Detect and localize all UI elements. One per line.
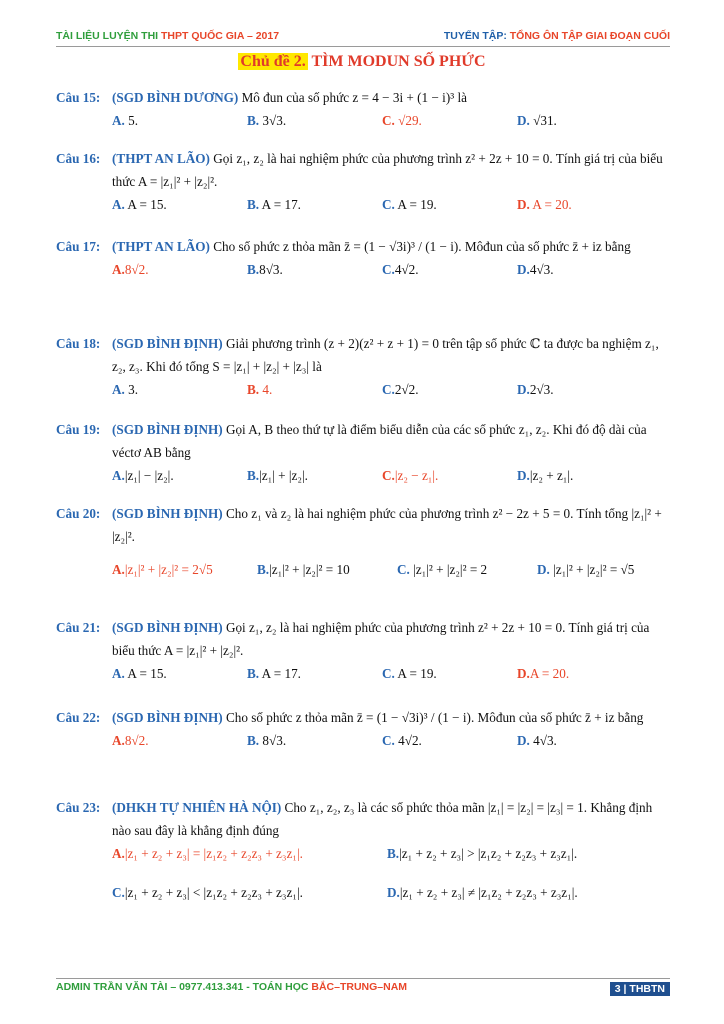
question-23: Câu 23: (DHKH TỰ NHIÊN HÀ NỘI) Cho z₁, z₂, z₃ là các số phức thỏa mãn |z₁| = |z₂| = |z₃| = 1. Khẳng định nào sau đây là khẳng định đúng A.|z₁ + z₂ + z₃| = |z₁z₂ + z₂z₃ + z₃z₁|. B.|z₁ + z₂ + z₃| > |z₁z₂ + z₂z₃ + z₃z₁|. C.|z₁ + z₂ + z₃| < |z₁z₂ + z₂z₃ + z₃z₁|. D.|z₁ + z₂ + z₃| ≠ |z₁z₂ + z₂z₃ + z₃z₁|. (56, 796, 672, 904)
question-source: (SGD BÌNH ĐỊNH) (112, 336, 223, 351)
answer-option: C.2√2. (382, 382, 419, 397)
question-number: Câu 18: (56, 336, 101, 351)
question-number: Câu 15: (56, 90, 101, 105)
answer-option: A. 3. (112, 382, 139, 397)
header-divider (56, 46, 670, 47)
question-16: Câu 16: (THPT AN LÃO) Gọi z₁, z₂ là hai nghiệm phức của phương trình z² + 2z + 10 = 0. Tính giá trị của biểu thức A = |z₁|² + |z₂|². A. A = 15. B. A = 17. C. A = 19. D. A = 20. (56, 147, 672, 216)
question-number: Câu 23: (56, 800, 101, 815)
question-source: (DHKH TỰ NHIÊN HÀ NỘI) (112, 800, 282, 815)
answer-option: A.|z₁| − |z₂|. (112, 468, 174, 483)
answer-option: D.|z₁ + z₂ + z₃| ≠ |z₁z₂ + z₂z₃ + z₃z₁|. (387, 885, 578, 900)
question-source: (SGD BÌNH ĐỊNH) (112, 620, 223, 635)
question-number: Câu 21: (56, 620, 101, 635)
question-21: Câu 21: (SGD BÌNH ĐỊNH) Gọi z₁, z₂ là hai nghiệm phức của phương trình z² + 2z + 10 = 0. Tính giá trị của biểu thức A = |z₁|² + |z₂|². A. A = 15. B. A = 17. C. A = 19. D.A = 20. (56, 616, 672, 685)
question-source: (SGD BÌNH ĐỊNH) (112, 710, 223, 725)
answer-option: C.|z₁ + z₂ + z₃| < |z₁z₂ + z₂z₃ + z₃z₁|. (112, 885, 303, 900)
topic-tag: Chủ đề 2. (240, 53, 306, 70)
answer-option: B.8√3. (247, 262, 283, 277)
answer-option: D.|z₂ + z₁|. (517, 468, 574, 483)
answer-option: B. A = 17. (247, 197, 301, 212)
page-header (56, 30, 670, 42)
answer-option: D.A = 20. (517, 666, 570, 681)
answer-option: C. A = 19. (382, 666, 437, 681)
answer-option: A.|z₁|² + |z₂|² = 2√5 (112, 562, 213, 577)
answer-option: A. A = 15. (112, 197, 167, 212)
answer-option: B.|z₁ + z₂ + z₃| > |z₁z₂ + z₂z₃ + z₃z₁|. (387, 846, 578, 861)
answer-option: C.4√2. (382, 262, 419, 277)
question-number: Câu 20: (56, 506, 101, 521)
question-15: Câu 15: (SGD BÌNH DƯƠNG) Mô đun của số phức z = 4 − 3i + (1 − i)³ là A. 5. B. 3√3. C. √29. D. √31. (56, 86, 672, 132)
question-number: Câu 17: (56, 239, 101, 254)
answer-option: C. A = 19. (382, 197, 437, 212)
question-number: Câu 16: (56, 151, 101, 166)
answer-option: A. A = 15. (112, 666, 167, 681)
question-source: (THPT AN LÃO) (112, 239, 210, 254)
page-number: 3 | THBTN (610, 982, 670, 996)
question-source: (SGD BÌNH ĐỊNH) (112, 506, 223, 521)
question-source: (THPT AN LÃO) (112, 151, 210, 166)
answer-option: A.8√2. (112, 262, 149, 277)
answer-option: A.|z₁ + z₂ + z₃| = |z₁z₂ + z₂z₃ + z₃z₁|. (112, 846, 303, 861)
answer-option: B.|z₁|² + |z₂|² = 10 (257, 562, 350, 577)
page-title: Chủ đề 2. TÌM MODUN SỐ PHỨC (240, 53, 486, 70)
answer-option: A. 5. (112, 113, 139, 128)
question-source: (SGD BÌNH ĐỊNH) (112, 422, 223, 437)
question-18: Câu 18: (SGD BÌNH ĐỊNH) Giải phương trình (z + 2)(z² + z + 1) = 0 trên tập số phức ℂ ta được ba nghiệm z₁, z₂, z₃. Khi đó tổng S = |z₁| + |z₂| + |z₃| là A. 3. B. 4. C.2√2. D.2√3. (56, 332, 672, 401)
answer-option: B.|z₁| + |z₂|. (247, 468, 308, 483)
page-footer: ADMIN TRẦN VĂN TÀI – 0977.413.341 - TOÁN HỌC BẮC–TRUNG–NAM 3 | THBTN (56, 978, 670, 993)
answer-option: A.8√2. (112, 733, 149, 748)
answer-option: B. A = 17. (247, 666, 301, 681)
question-17: Câu 17: (THPT AN LÃO) Cho số phức z thỏa mãn z̄ = (1 − √3i)³ / (1 − i). Môđun của số phức z̄ + iz bằng A.8√2. B.8√3. C.4√2. D.4√3. (56, 235, 672, 281)
question-20: Câu 20: (SGD BÌNH ĐỊNH) Cho z₁ và z₂ là hai nghiệm phức của phương trình z² − 2z + 5 = 0. Tính tổng |z₁|² + |z₂|². A.|z₁|² + |z₂|² = 2√5 B.|z₁|² + |z₂|² = 10 C. |z₁|² + |z₂|² = 2 D. |z₁|² + |z₂|² = √5 (56, 502, 672, 581)
answer-option: D. 4√3. (517, 733, 557, 748)
answer-option: C. |z₁|² + |z₂|² = 2 (397, 562, 488, 577)
answer-option: B. 3√3. (247, 113, 287, 128)
answer-option: B. 4. (247, 382, 273, 397)
answer-option: D. A = 20. (517, 197, 572, 212)
question-number: Câu 22: (56, 710, 101, 725)
answer-option: D.4√3. (517, 262, 554, 277)
header-left: TÀI LIỆU LUYỆN THI THPT QUỐC GIA – 2017 (56, 30, 280, 42)
question-number: Câu 19: (56, 422, 101, 437)
question-source: (SGD BÌNH DƯƠNG) (112, 90, 239, 105)
answer-option: D.2√3. (517, 382, 554, 397)
answer-option: D. √31. (517, 113, 557, 128)
question-22: Câu 22: (SGD BÌNH ĐỊNH) Cho số phức z thỏa mãn z̄ = (1 − √3i)³ / (1 − i). Môđun của số phức z̄ + iz bằng A.8√2. B. 8√3. C. 4√2. D. 4√3. (56, 706, 672, 752)
answer-option: B. 8√3. (247, 733, 287, 748)
answer-option: D. |z₁|² + |z₂|² = √5 (537, 562, 635, 577)
answer-option: C.|z₂ − z₁|. (382, 468, 439, 483)
answer-option: C. 4√2. (382, 733, 422, 748)
answer-option: C. √29. (382, 113, 422, 128)
question-19: Câu 19: (SGD BÌNH ĐỊNH) Gọi A, B theo thứ tự là điểm biểu diễn của các số phức z₁, z₂. Khi đó độ dài của véctơ AB bằng A.|z₁| − |z₂|. B.|z₁| + |z₂|. C.|z₂ − z₁|. D.|z₂ + z₁|. (56, 418, 672, 487)
header-right: TUYỂN TẬP: TỔNG ÔN TẬP GIAI ĐOẠN CUỐI (443, 30, 670, 42)
